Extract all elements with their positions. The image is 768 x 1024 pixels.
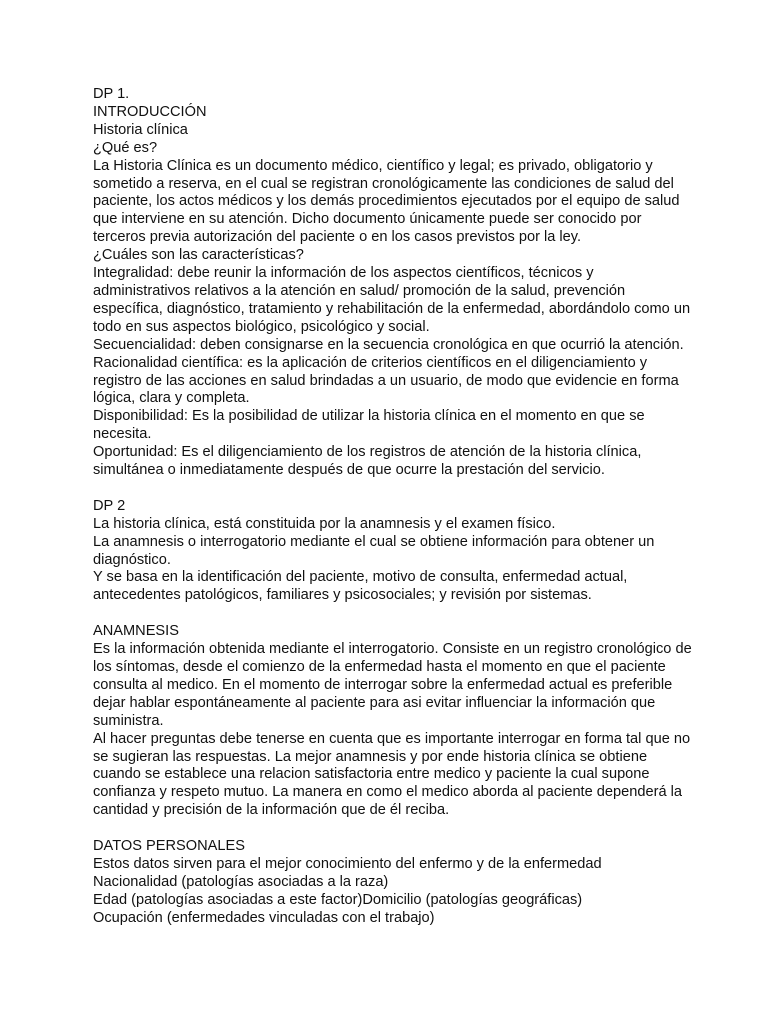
- text-line: necesita.: [93, 426, 152, 443]
- text-line: La historia clínica, está constituida por la anamnesis y el examen físico.: [93, 515, 556, 532]
- section-datos-personales: [93, 838, 683, 928]
- text-line: los síntomas, desde el comienzo de la enfermedad hasta el momento en que el paciente: [93, 658, 666, 675]
- text-line: Y se basa en la identificación del paciente, motivo de consulta, enfermedad actual,: [93, 569, 628, 586]
- text-line: Nacionalidad (patologías asociadas a la raza): [93, 873, 389, 890]
- document-page: [93, 86, 692, 928]
- text-line: antecedentes patológicos, familiares y psicosociales; y revisión por sistemas.: [93, 587, 592, 604]
- text-line: terceros previa autorización del paciente o en los casos previstos por la ley.: [93, 229, 582, 246]
- section-heading: ANAMNESIS: [93, 623, 179, 640]
- text-line: La Historia Clínica es un documento médico, científico y legal; es privado, obligatorio y: [93, 157, 653, 174]
- text-line: sometido a reserva, en el cual se registran cronológicamente las condiciones de salud del: [93, 175, 674, 192]
- text-line: cantidad y precisión de la información que de él reciba.: [93, 802, 450, 819]
- text-line: Racionalidad científica: es la aplicación de criterios científicos en el diligenciamiento y: [93, 354, 648, 371]
- section-heading: DP 2: [93, 497, 126, 514]
- text-line: cuando se establece una relacion satisfactoria entre medico y paciente la cual supone: [93, 766, 650, 783]
- text-line: Integralidad: debe reunir la información de los aspectos científicos, técnicos y: [93, 265, 594, 282]
- text-line: Al hacer preguntas debe tenerse en cuenta que es importante interrogar en forma tal que no: [93, 730, 691, 747]
- text-line: confianza y respeto mutuo. La manera en como el medico aborda al paciente dependerá la: [93, 784, 682, 801]
- text-line: Secuencialidad: deben consignarse en la secuencia cronológica en que ocurrió la atención.: [93, 336, 684, 353]
- text-line: que interviene en su atención. Dicho documento únicamente puede ser conocido por: [93, 211, 642, 228]
- text-line: La anamnesis o interrogatorio mediante el cual se obtiene información para obtener un: [93, 533, 655, 550]
- section-anamnesis: [93, 623, 692, 820]
- text-line: Es la información obtenida mediante el interrogatorio. Consiste en un registro cronológico de: [93, 641, 692, 658]
- text-line: suministra.: [93, 712, 164, 729]
- text-line: Estos datos sirven para el mejor conocimiento del enfermo y de la enfermedad: [93, 855, 602, 872]
- question: ¿Qué es?: [93, 139, 158, 156]
- section-heading: DATOS PERSONALES: [93, 838, 245, 855]
- paragraph-gap: [93, 480, 683, 498]
- text-line: Oportunidad: Es el diligenciamiento de los registros de atención de la historia clínica,: [93, 444, 642, 461]
- section-dp2: [93, 498, 683, 605]
- paragraph-gap: [93, 605, 683, 623]
- text-line: administrativos relativos a la atención en salud/ promoción de la salud, prevención: [93, 282, 626, 299]
- question: ¿Cuáles son las características?: [93, 247, 304, 264]
- text-line: registro de las acciones en salud brindadas a un usuario, de modo que evidencie en forma: [93, 372, 679, 389]
- text-line: consulta al medico. En el momento de interrogar sobre la enfermedad actual es preferible: [93, 676, 673, 693]
- text-line: todo en sus aspectos biológico, psicológico y social.: [93, 318, 430, 335]
- section-heading: DP 1.: [93, 86, 130, 102]
- text-line: dejar hablar espontáneamente al paciente para asi evitar influenciar la información que: [93, 694, 656, 711]
- section-dp1: [93, 86, 691, 480]
- text-line: Ocupación (enfermedades vinculadas con el trabajo): [93, 909, 435, 926]
- text-line: Edad (patologías asociadas a este factor)Domicilio (patologías geográficas): [93, 891, 583, 908]
- text-line: lógica, clara y completa.: [93, 390, 250, 407]
- text-line: paciente, los actos médicos y los demás procedimientos ejecutados por el equipo de salud: [93, 193, 680, 210]
- subheading: Historia clínica: [93, 121, 188, 138]
- paragraph-gap: [93, 820, 683, 838]
- text-line: diagnóstico.: [93, 551, 171, 568]
- section-heading: INTRODUCCIÓN: [93, 103, 207, 120]
- text-line: se sugieran las respuestas. La mejor anamnesis y por ende historia clínica se obtiene: [93, 748, 648, 765]
- text-line: específica, diagnóstico, tratamiento y rehabilitación de la enfermedad, abordándolo como un: [93, 300, 691, 317]
- text-line: Disponibilidad: Es la posibilidad de utilizar la historia clínica en el momento en que se: [93, 408, 645, 425]
- text-line: simultánea o inmediatamente después de que ocurre la prestación del servicio.: [93, 462, 605, 479]
